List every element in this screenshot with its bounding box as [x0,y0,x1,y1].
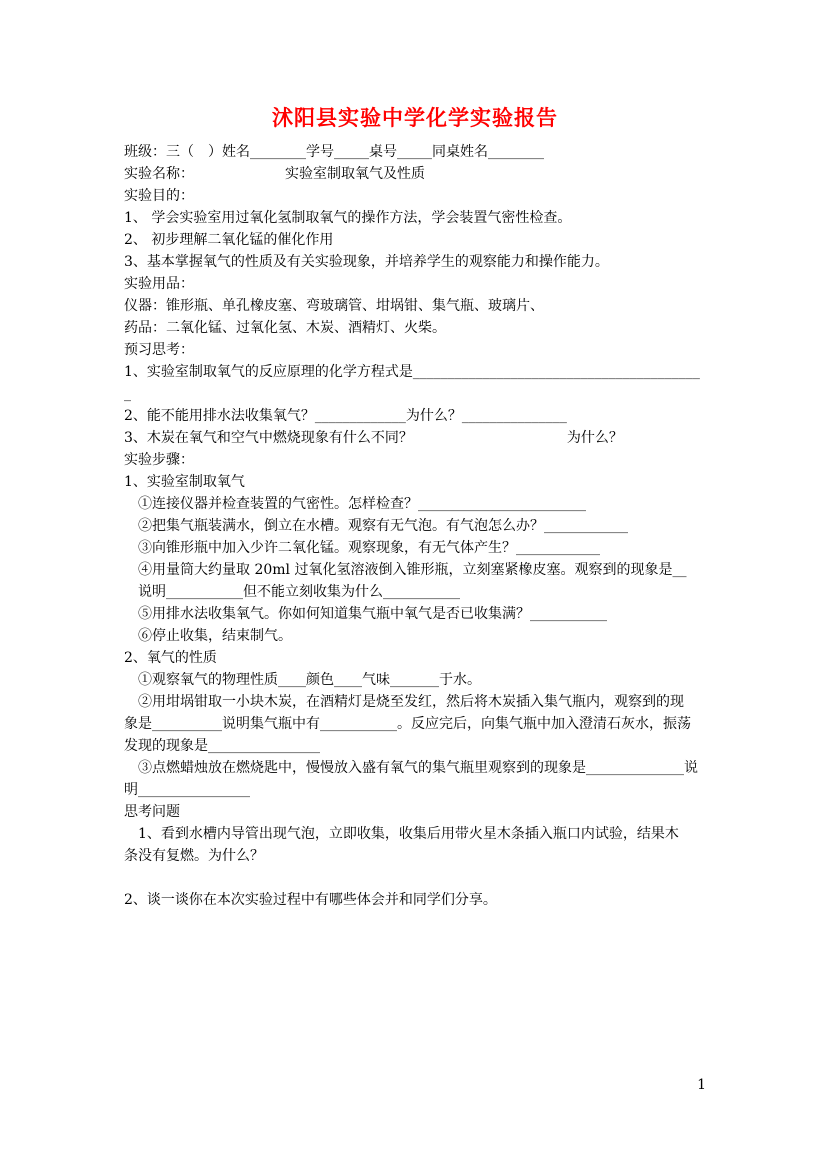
step-1-3: ③向锥形瓶中加入少许二氧化锰。观察现象，有无气体产生？____________ [124,540,600,556]
thinking-questions-heading: 思考问题 [124,804,180,820]
step-section-1-heading: 1、实验室制取氧气 [124,474,245,490]
purpose-item-2: 2、 初步理解二氧化锰的催化作用 [124,232,334,248]
preview-question-2: 2、能不能用排水法收集氧气？_____________为什么？_______________ [124,408,567,424]
purpose-item-3: 3、基本掌握氧气的性质及有关实验现象，并培养学生的观察能力和操作能力。 [124,254,609,270]
document-title: 沭阳县实验中学化学实验报告 [272,105,558,130]
experiment-purpose-heading: 实验目的： [124,188,194,204]
preview-questions-heading: 预习思考： [124,342,194,358]
step-2-2: ②用坩埚钳取一小块木炭，在酒精灯是烧至发红，然后将木炭插入集气瓶内，观察到的现 [124,694,684,710]
step-2-3: ③点燃蜡烛放在燃烧匙中，慢慢放入盛有氧气的集气瓶里观察到的现象是______________说 [124,760,698,776]
step-1-1: ①连接仪器并检查装置的气密性。怎样检查？________________________ [124,496,586,512]
blank-line [124,867,706,889]
step-1-4-continued: 说明___________但不能立刻收集为什么___________ [124,584,460,600]
step-2-2-continued: 象是__________说明集气瓶中有___________。反应完后，向集气瓶中加入澄清石灰水，振荡 [124,716,691,732]
thinking-question-2: 2、谈一谈你在本次实验过程中有哪些体会并和同学们分享。 [124,892,497,908]
student-info-line: 班级：三（ ）姓名________学号_____桌号_____同桌姓名________ [124,144,544,160]
step-1-6: ⑥停止收集，结束制气。 [124,628,292,644]
thinking-question-1: 1、看到水槽内导管出现气泡，立即收集，收集后用带火星木条插入瓶口内试验，结果木 [124,826,679,842]
document-content [124,104,706,911]
thinking-question-1-continued: 条没有复燃。为什么？ [124,848,264,864]
step-2-1: ①观察氧气的物理性质____颜色____气味_______于水。 [124,672,481,688]
preview-question-1: 1、实验室制取氧气的反应原理的化学方程式是__________________________________________ [124,364,700,402]
step-1-5: ⑤用排水法收集氧气。你如何知道集气瓶中氧气是否已收集满？___________ [124,606,607,622]
experiment-steps-heading: 实验步骤： [124,452,194,468]
page-number: 1 [697,1077,706,1093]
step-1-2: ②把集气瓶装满水，倒立在水槽。观察有无气泡。有气泡怎么办？____________ [124,518,628,534]
reagents-line: 药品：二氧化锰、过氧化氢、木炭、酒精灯、火柴。 [124,320,446,336]
step-section-2-heading: 2、氧气的性质 [124,650,217,666]
purpose-item-1: 1、 学会实验室用过氧化氢制取氧气的操作方法，学会装置气密性检查。 [124,210,572,226]
experiment-name-line: 实验名称： 实验室制取氧气及性质 [124,166,425,182]
preview-question-3: 3、木炭在氧气和空气中燃烧现象有什么不同？ 为什么？ [124,430,623,446]
step-1-4: ④用量筒大约量取 20ml 过氧化氢溶液倒入锥形瓶，立刻塞紧橡皮塞。观察到的现象是__ [124,562,687,578]
experiment-supplies-heading: 实验用品： [124,276,194,292]
step-2-2-continued-2: 发现的现象是________________ [124,738,320,754]
instruments-line: 仪器：锥形瓶、单孔橡皮塞、弯玻璃管、坩埚钳、集气瓶、玻璃片、 [124,298,544,314]
step-2-3-continued: 明________________ [124,782,250,798]
